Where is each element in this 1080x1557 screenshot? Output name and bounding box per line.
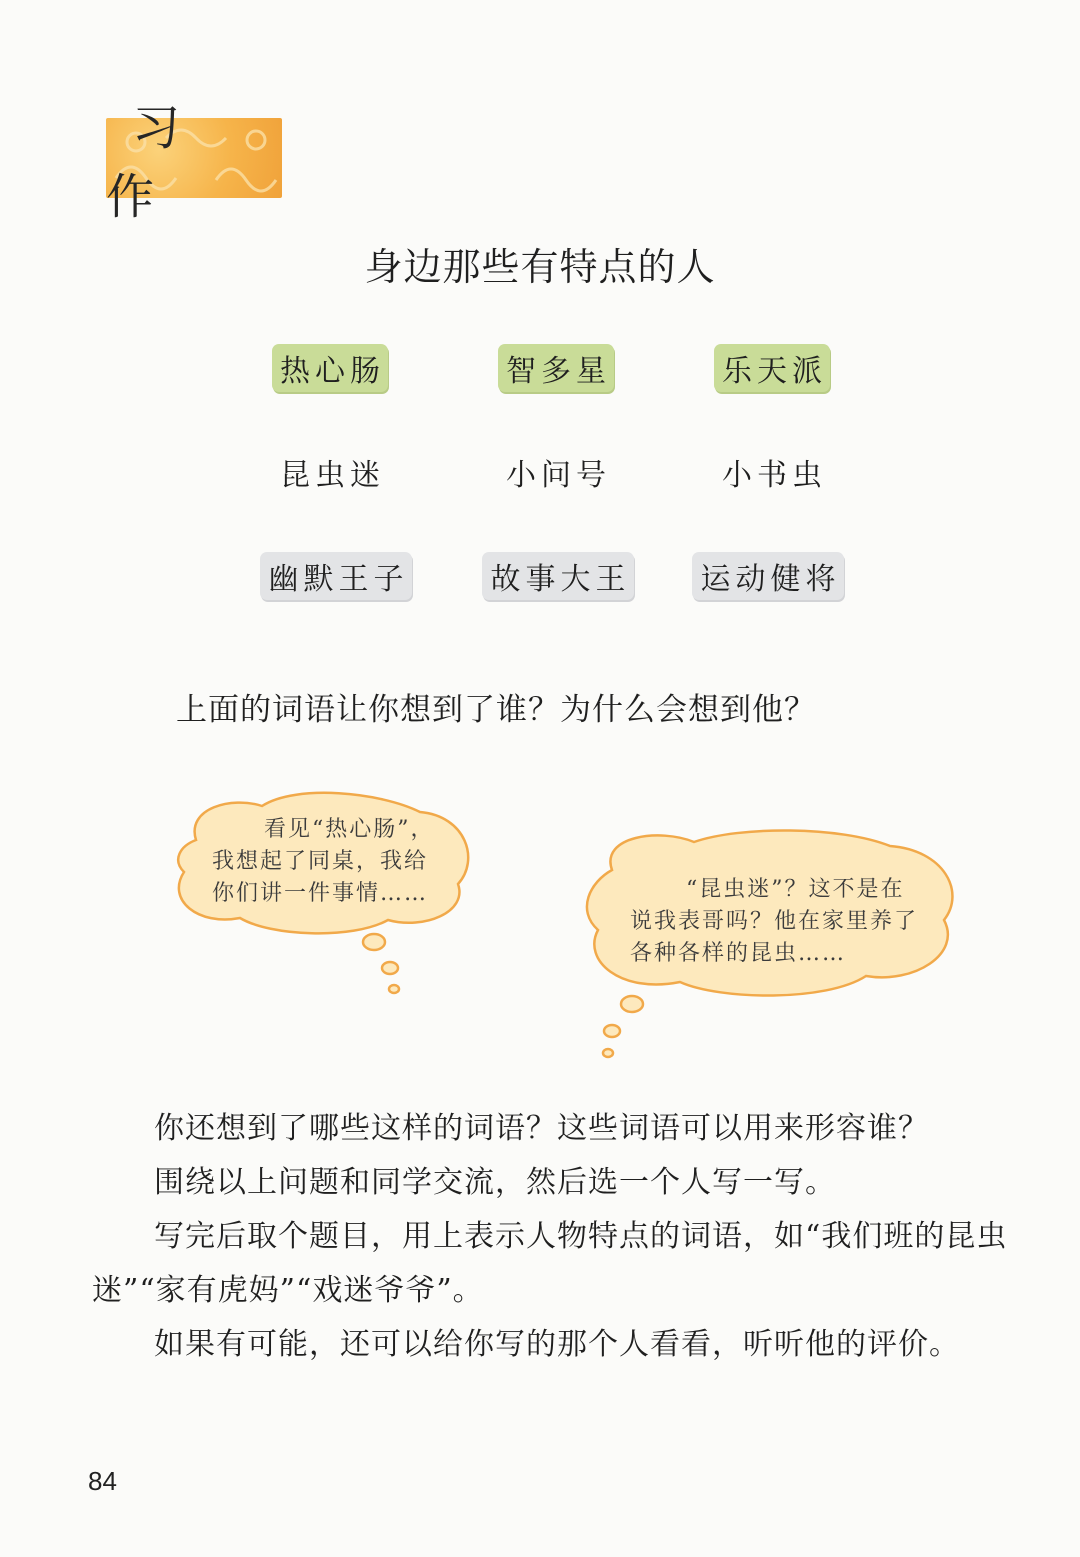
bubble-line: 看见“热心肠”，	[264, 817, 435, 842]
word-chip: 故事大王	[482, 552, 634, 600]
word-label: 小问号	[506, 458, 611, 493]
bubble-line: 我想起了同桌，我给	[212, 849, 429, 874]
thought-bubble-right-text	[630, 874, 950, 970]
paragraph: 你还想到了哪些这样的词语？这些词语可以用来形容谁？	[154, 1111, 929, 1146]
bubble-line: 各种各样的昆虫……	[630, 941, 847, 966]
discussion-prompt: 上面的词语让你想到了谁？为什么会想到他？	[176, 692, 816, 728]
word-chip: 乐天派	[714, 344, 830, 392]
bubble-line: 你们讲一件事情……	[212, 881, 429, 906]
paragraph: 如果有可能，还可以给你写的那个人看看，听听他的评价。	[154, 1327, 960, 1362]
bubble-line: 说我表哥吗？他在家里养了	[630, 909, 919, 934]
word-chip: 幽默王子	[260, 552, 412, 600]
thought-bubble-left-text	[212, 814, 462, 910]
word-chip: 热心肠	[272, 344, 388, 392]
word-chip: 智多星	[498, 344, 614, 392]
paragraph: 围绕以上问题和同学交流，然后选一个人写一写。	[154, 1165, 836, 1200]
section-badge-label: 习 作	[106, 100, 211, 225]
word-label: 昆虫迷	[280, 458, 385, 493]
word-chip: 运动健将	[692, 552, 844, 600]
paragraph: 写完后取个题目，用上表示人物特点的词语，如“我们班的昆虫迷”“家有虎妈”“戏迷爷爷”。	[92, 1219, 1008, 1308]
page-number: 84	[88, 1466, 117, 1496]
page-title: 身边那些有特点的人	[364, 245, 716, 289]
bubble-line: “昆虫迷”？这不是在	[686, 877, 905, 902]
word-label: 小书虫	[722, 458, 827, 493]
